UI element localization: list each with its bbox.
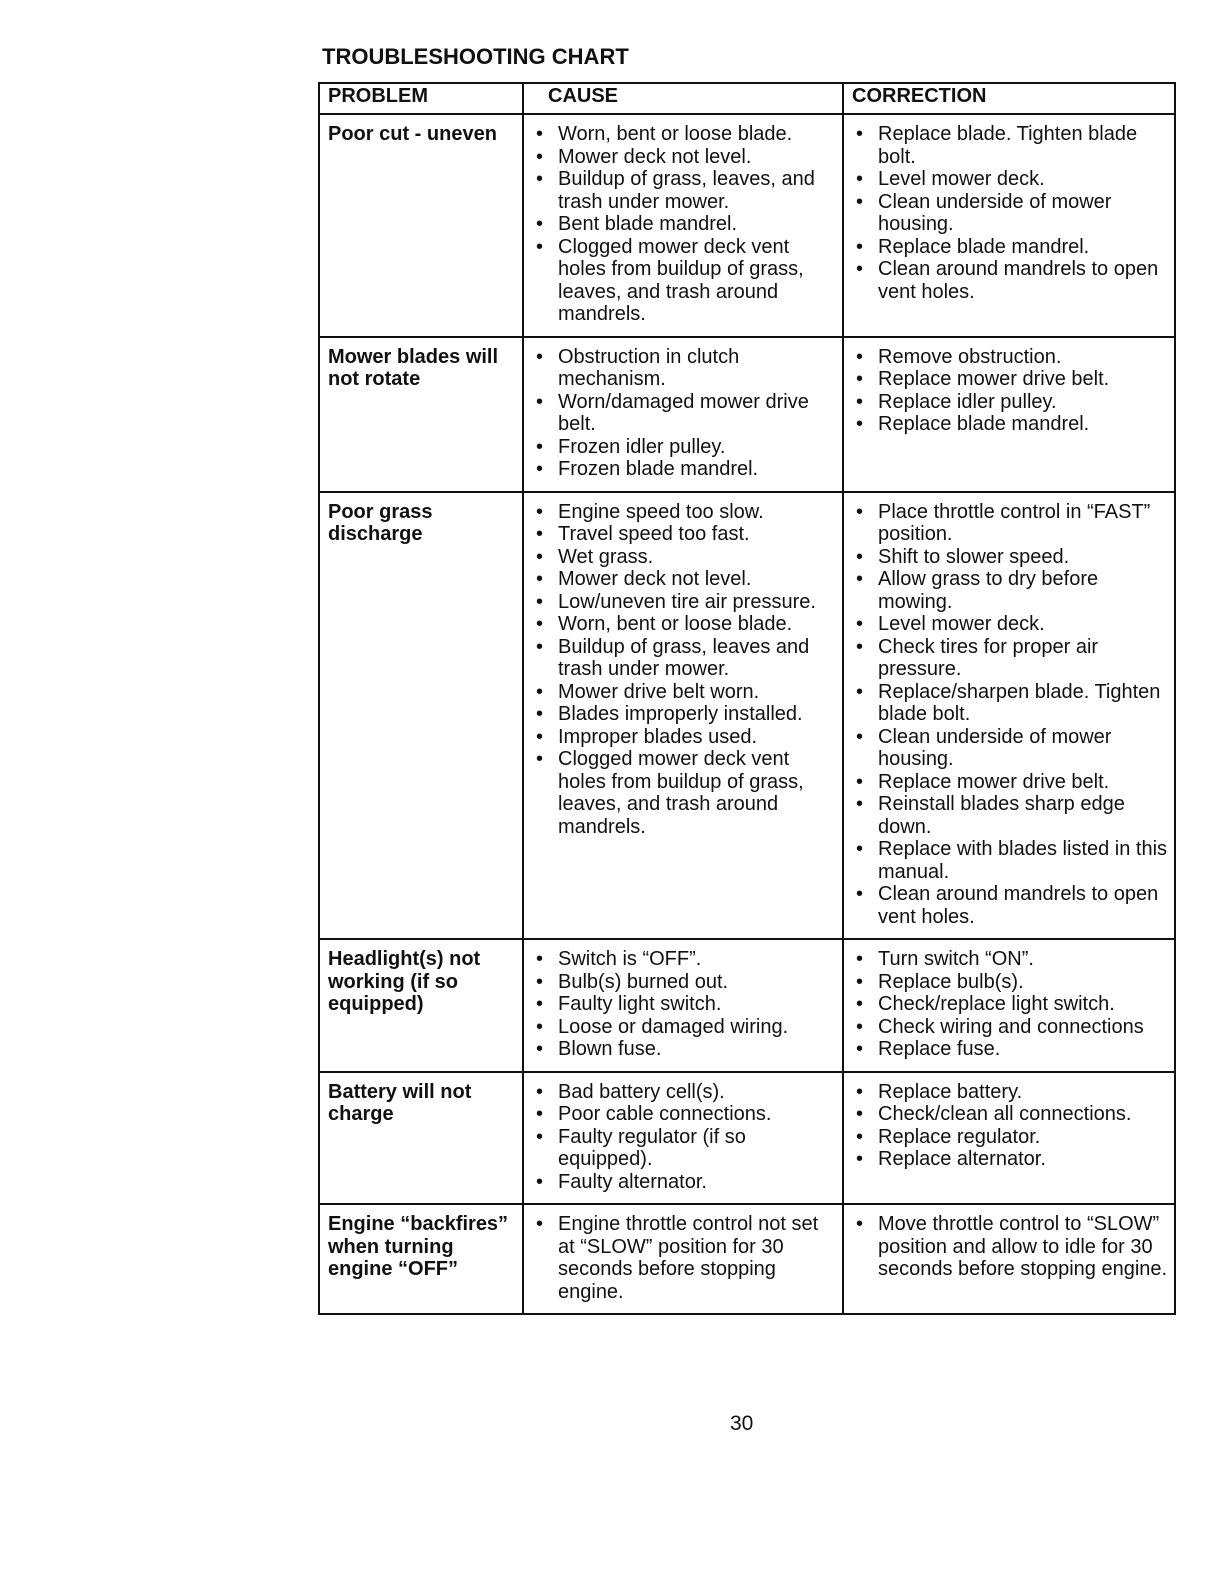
- correction-item: • Reinstall blades sharp edge down.: [850, 793, 1168, 838]
- table-row: [319, 1204, 1175, 1314]
- correction-item: • Replace blade. Tighten blade bolt.: [850, 123, 1168, 168]
- table-body: [319, 114, 1175, 1314]
- correction-item: • Replace fuse.: [850, 1038, 1168, 1061]
- cause-list: [530, 346, 836, 481]
- correction-cell: [843, 114, 1175, 337]
- correction-item: • Replace alternator.: [850, 1148, 1168, 1171]
- problem-cell: Headlight(s) not working (if so equipped): [319, 939, 523, 1072]
- cause-item: • Loose or damaged wiring.: [530, 1016, 836, 1039]
- cause-item: • Obstruction in clutch mechanism.: [530, 346, 836, 391]
- cause-item: • Mower drive belt worn.: [530, 681, 836, 704]
- correction-item: • Clean underside of mower housing.: [850, 726, 1168, 771]
- problem-cell: Battery will not charge: [319, 1072, 523, 1205]
- table-row: [319, 939, 1175, 1072]
- cause-item: • Faulty light switch.: [530, 993, 836, 1016]
- correction-item: • Turn switch “ON”.: [850, 948, 1168, 971]
- cause-list: [530, 1081, 836, 1194]
- correction-item: • Clean underside of mower housing.: [850, 191, 1168, 236]
- correction-item: • Replace idler pulley.: [850, 391, 1168, 414]
- cause-item: • Blown fuse.: [530, 1038, 836, 1061]
- cause-cell: [523, 492, 843, 940]
- cause-item: • Poor cable connections.: [530, 1103, 836, 1126]
- correction-cell: [843, 492, 1175, 940]
- correction-item: • Level mower deck.: [850, 168, 1168, 191]
- cause-cell: [523, 1072, 843, 1205]
- correction-item: • Replace blade mandrel.: [850, 236, 1168, 259]
- cause-item: • Blades improperly installed.: [530, 703, 836, 726]
- correction-item: • Clean around mandrels to open vent holes.: [850, 258, 1168, 303]
- cause-item: • Faulty alternator.: [530, 1171, 836, 1194]
- cause-item: • Frozen blade mandrel.: [530, 458, 836, 481]
- correction-item: • Replace bulb(s).: [850, 971, 1168, 994]
- cause-item: • Bulb(s) burned out.: [530, 971, 836, 994]
- cause-item: • Low/uneven tire air pressure.: [530, 591, 836, 614]
- correction-list: [850, 1081, 1168, 1171]
- header-correction: CORRECTION: [843, 83, 1175, 114]
- correction-item: • Check wiring and connections: [850, 1016, 1168, 1039]
- cause-item: • Worn, bent or loose blade.: [530, 613, 836, 636]
- problem-cell: Poor cut - uneven: [319, 114, 523, 337]
- correction-item: • Check/clean all connections.: [850, 1103, 1168, 1126]
- cause-cell: [523, 337, 843, 492]
- table-row: [319, 337, 1175, 492]
- cause-item: • Buildup of grass, leaves and trash under mower.: [530, 636, 836, 681]
- table-row: [319, 114, 1175, 337]
- table-row: [319, 1072, 1175, 1205]
- cause-item: • Mower deck not level.: [530, 146, 836, 169]
- cause-item: • Buildup of grass, leaves, and trash under mower.: [530, 168, 836, 213]
- page-number: 30: [730, 1412, 754, 1435]
- correction-item: • Level mower deck.: [850, 613, 1168, 636]
- problem-cell: Mower blades will not rotate: [319, 337, 523, 492]
- cause-list: [530, 123, 836, 326]
- cause-item: • Worn/damaged mower drive belt.: [530, 391, 836, 436]
- cause-item: • Worn, bent or loose blade.: [530, 123, 836, 146]
- cause-item: • Bent blade mandrel.: [530, 213, 836, 236]
- cause-item: • Wet grass.: [530, 546, 836, 569]
- cause-item: • Engine throttle control not set at “SLOW” position for 30 seconds before stopping engine.: [530, 1213, 836, 1303]
- cause-item: • Bad battery cell(s).: [530, 1081, 836, 1104]
- correction-item: • Clean around mandrels to open vent holes.: [850, 883, 1168, 928]
- cause-item: • Mower deck not level.: [530, 568, 836, 591]
- cause-item: • Switch is “OFF”.: [530, 948, 836, 971]
- cause-list: [530, 1213, 836, 1303]
- header-cause: CAUSE: [523, 83, 843, 114]
- table-row: [319, 492, 1175, 940]
- correction-item: • Move throttle control to “SLOW” position and allow to idle for 30 seconds before stopping engine.: [850, 1213, 1168, 1281]
- cause-item: • Travel speed too fast.: [530, 523, 836, 546]
- cause-item: • Improper blades used.: [530, 726, 836, 749]
- correction-item: • Allow grass to dry before mowing.: [850, 568, 1168, 613]
- problem-cell: Engine “backfires” when turning engine “OFF”: [319, 1204, 523, 1314]
- correction-list: [850, 948, 1168, 1061]
- cause-item: • Clogged mower deck vent holes from buildup of grass, leaves, and trash around mandrels.: [530, 748, 836, 838]
- correction-item: • Replace/sharpen blade. Tighten blade bolt.: [850, 681, 1168, 726]
- cause-item: • Engine speed too slow.: [530, 501, 836, 524]
- correction-list: [850, 501, 1168, 929]
- correction-item: • Replace mower drive belt.: [850, 368, 1168, 391]
- correction-cell: [843, 939, 1175, 1072]
- correction-list: [850, 123, 1168, 303]
- chart-title: TROUBLESHOOTING CHART: [322, 44, 629, 69]
- correction-item: • Replace battery.: [850, 1081, 1168, 1104]
- correction-list: [850, 1213, 1168, 1281]
- cause-item: • Faulty regulator (if so equipped).: [530, 1126, 836, 1171]
- cause-list: [530, 501, 836, 839]
- correction-item: • Replace blade mandrel.: [850, 413, 1168, 436]
- correction-cell: [843, 1072, 1175, 1205]
- cause-cell: [523, 939, 843, 1072]
- correction-item: • Replace mower drive belt.: [850, 771, 1168, 794]
- header-problem: PROBLEM: [319, 83, 523, 114]
- correction-item: • Replace with blades listed in this manual.: [850, 838, 1168, 883]
- correction-item: • Place throttle control in “FAST” position.: [850, 501, 1168, 546]
- problem-cell: Poor grass discharge: [319, 492, 523, 940]
- cause-list: [530, 948, 836, 1061]
- correction-cell: [843, 337, 1175, 492]
- correction-item: • Remove obstruction.: [850, 346, 1168, 369]
- correction-item: • Replace regulator.: [850, 1126, 1168, 1149]
- correction-cell: [843, 1204, 1175, 1314]
- correction-item: • Shift to slower speed.: [850, 546, 1168, 569]
- cause-item: • Frozen idler pulley.: [530, 436, 836, 459]
- header-row: [319, 83, 1175, 114]
- troubleshooting-table: [318, 82, 1176, 1315]
- cause-item: • Clogged mower deck vent holes from buildup of grass, leaves, and trash around mandrels.: [530, 236, 836, 326]
- correction-item: • Check/replace light switch.: [850, 993, 1168, 1016]
- cause-cell: [523, 114, 843, 337]
- cause-cell: [523, 1204, 843, 1314]
- correction-list: [850, 346, 1168, 436]
- correction-item: • Check tires for proper air pressure.: [850, 636, 1168, 681]
